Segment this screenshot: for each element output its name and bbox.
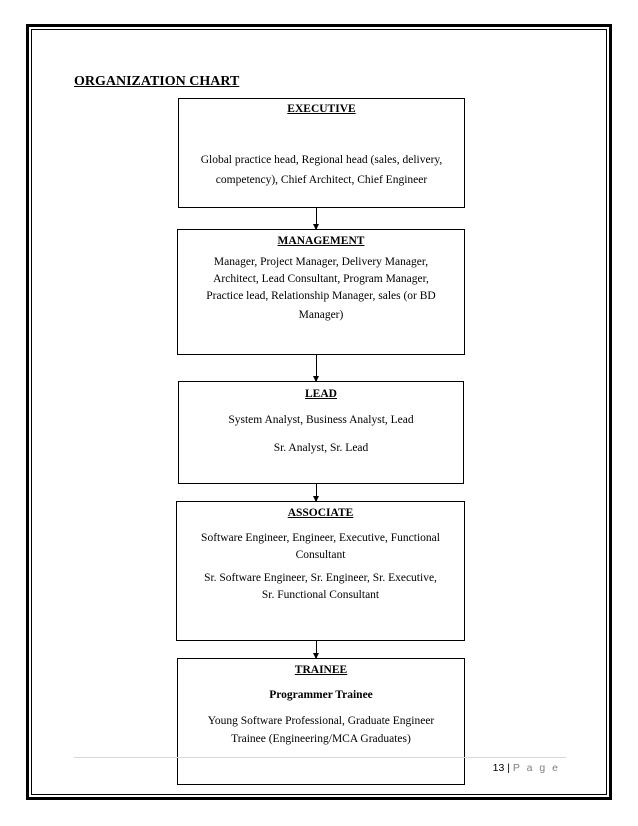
associate-line-2: Consultant — [295, 549, 346, 561]
lead-box — [178, 381, 464, 484]
associate-line-3: Sr. Software Engineer, Sr. Engineer, Sr. Executive, — [204, 572, 437, 584]
trainee-heading: TRAINEE — [294, 664, 348, 676]
lead-heading: LEAD — [305, 388, 337, 400]
associate-heading: ASSOCIATE — [287, 507, 354, 519]
page-number: 13 — [492, 762, 505, 774]
management-box — [177, 229, 465, 355]
page-footer — [493, 762, 560, 774]
footer-rule — [74, 757, 566, 758]
executive-line-2: competency), Chief Architect, Chief Engineer — [215, 174, 428, 186]
trainee-subheading: Programmer Trainee — [269, 689, 373, 701]
connector-arrow-1 — [316, 208, 317, 229]
executive-box — [178, 98, 465, 208]
management-line-3: Practice lead, Relationship Manager, sales (or BD — [206, 290, 436, 302]
management-line-2: Architect, Lead Consultant, Program Manager, — [213, 273, 429, 285]
management-heading: MANAGEMENT — [277, 235, 365, 247]
page-title: ORGANIZATION CHART — [74, 74, 240, 89]
associate-box — [176, 501, 465, 641]
executive-heading: EXECUTIVE — [287, 103, 356, 115]
management-line-1: Manager, Project Manager, Delivery Manager, — [213, 256, 429, 268]
executive-line-1: Global practice head, Regional head (sales, delivery, — [200, 154, 443, 166]
page-label: P a g e — [512, 762, 560, 774]
lead-line-2: Sr. Analyst, Sr. Lead — [273, 442, 369, 454]
trainee-line-1: Young Software Professional, Graduate Engineer — [207, 715, 435, 727]
trainee-line-2: Trainee (Engineering/MCA Graduates) — [231, 733, 411, 745]
associate-line-1: Software Engineer, Engineer, Executive, Functional — [201, 532, 440, 544]
associate-line-4: Sr. Functional Consultant — [261, 589, 380, 601]
management-line-4: Manager) — [298, 309, 344, 321]
trainee-box — [177, 658, 465, 785]
connector-arrow-2 — [316, 355, 317, 381]
footer-separator: | — [507, 762, 510, 774]
lead-line-1: System Analyst, Business Analyst, Lead — [228, 414, 414, 426]
connector-arrow-3 — [316, 484, 317, 501]
connector-arrow-4 — [316, 641, 317, 658]
